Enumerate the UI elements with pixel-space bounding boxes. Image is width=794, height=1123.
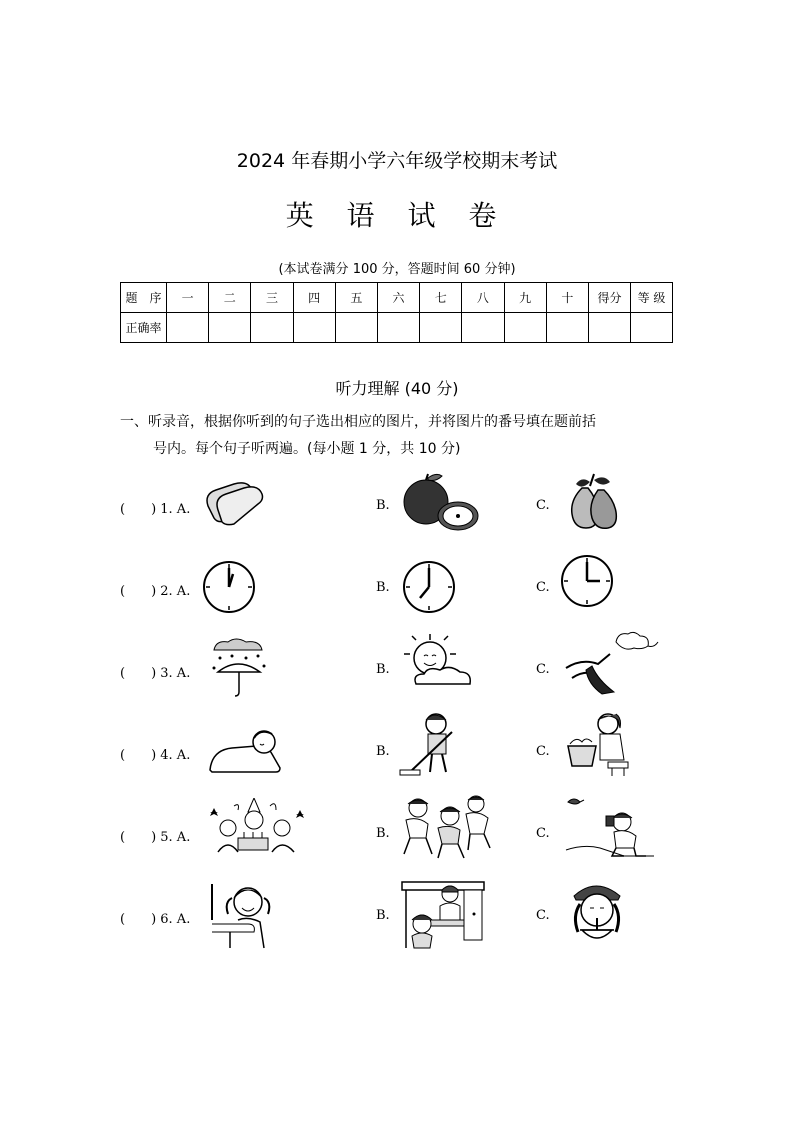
option-b-label: B.	[376, 662, 390, 677]
instruction-line-2: 号内。每个句子听两遍。(每小题 1 分，共 10 分)	[153, 441, 461, 457]
clock-4-picture	[402, 560, 456, 614]
bread-picture	[200, 476, 266, 526]
score-cell: 得分	[589, 283, 631, 313]
score-blank-cell	[335, 313, 377, 343]
score-cell: 七	[420, 283, 462, 313]
score-table-answer-row	[121, 313, 673, 343]
option-c-label: C.	[536, 662, 550, 677]
score-blank-cell	[377, 313, 419, 343]
score-blank-cell	[546, 313, 588, 343]
score-cell: 九	[504, 283, 546, 313]
sunny-picture	[402, 632, 476, 692]
bird-watching-picture	[564, 794, 656, 860]
score-blank-cell	[631, 313, 673, 343]
option-b-label: B.	[376, 580, 390, 595]
clock-3-picture	[560, 554, 614, 608]
rainy-picture	[206, 636, 272, 698]
score-blank-cell	[209, 313, 251, 343]
score-blank-cell	[251, 313, 293, 343]
score-blank-cell	[420, 313, 462, 343]
question-number: ( ) 3. A.	[120, 666, 191, 681]
girl-brushing-picture	[208, 880, 280, 950]
apple-picture	[400, 472, 482, 534]
score-blank-cell	[589, 313, 631, 343]
kids-playing-picture	[398, 794, 494, 860]
score-cell: 一	[167, 283, 209, 313]
score-cell: 二	[209, 283, 251, 313]
score-table	[120, 282, 673, 343]
score-cell: 六	[377, 283, 419, 313]
section-title: 听力理解 (40 分)	[335, 379, 459, 398]
windy-picture	[562, 630, 660, 696]
question-number: ( ) 4. A.	[120, 748, 191, 763]
birthday-party-picture	[204, 798, 308, 860]
score-cell: 三	[251, 283, 293, 313]
clock-12-picture	[202, 560, 256, 614]
option-c-label: C.	[536, 580, 550, 595]
washing-clothes-picture	[564, 712, 636, 778]
score-cell: 十	[546, 283, 588, 313]
exam-title: 英 语 试 卷	[285, 199, 509, 232]
score-blank-cell	[167, 313, 209, 343]
pear-picture	[560, 470, 620, 532]
score-cell: 五	[335, 283, 377, 313]
question-number: ( ) 6. A.	[120, 912, 191, 927]
exam-note: (本试卷满分 100 分，答题时间 60 分钟)	[278, 262, 516, 277]
question-number: ( ) 1. A.	[120, 502, 191, 517]
option-c-label: C.	[536, 826, 550, 841]
girl-eating-picture	[562, 878, 632, 948]
question-row	[0, 794, 794, 874]
option-b-label: B.	[376, 744, 390, 759]
option-b-label: B.	[376, 908, 390, 923]
question-row	[0, 876, 794, 956]
option-b-label: B.	[376, 498, 390, 513]
score-blank-cell	[293, 313, 335, 343]
shopping-picture	[400, 880, 486, 950]
mopping-picture	[398, 712, 468, 778]
option-c-label: C.	[536, 498, 550, 513]
option-c-label: C.	[536, 744, 550, 759]
score-table-header-row	[121, 283, 673, 313]
exam-header: 2024 年春期小学六年级学校期末考试	[236, 150, 558, 172]
score-blank-cell	[462, 313, 504, 343]
question-row	[0, 466, 794, 546]
score-cell: 四	[293, 283, 335, 313]
question-row	[0, 630, 794, 710]
score-cell: 题 序	[121, 283, 167, 313]
option-b-label: B.	[376, 826, 390, 841]
question-number: ( ) 5. A.	[120, 830, 191, 845]
score-row-label: 正确率	[121, 313, 167, 343]
question-number: ( ) 2. A.	[120, 584, 191, 599]
option-c-label: C.	[536, 908, 550, 923]
question-row	[0, 548, 794, 628]
instruction-line-1: 一、听录音，根据你听到的句子选出相应的图片，并将图片的番号填在题前括	[120, 414, 596, 430]
question-row	[0, 712, 794, 792]
score-blank-cell	[504, 313, 546, 343]
score-cell: 等 级	[631, 283, 673, 313]
score-cell: 八	[462, 283, 504, 313]
sleeping-picture	[206, 724, 286, 776]
